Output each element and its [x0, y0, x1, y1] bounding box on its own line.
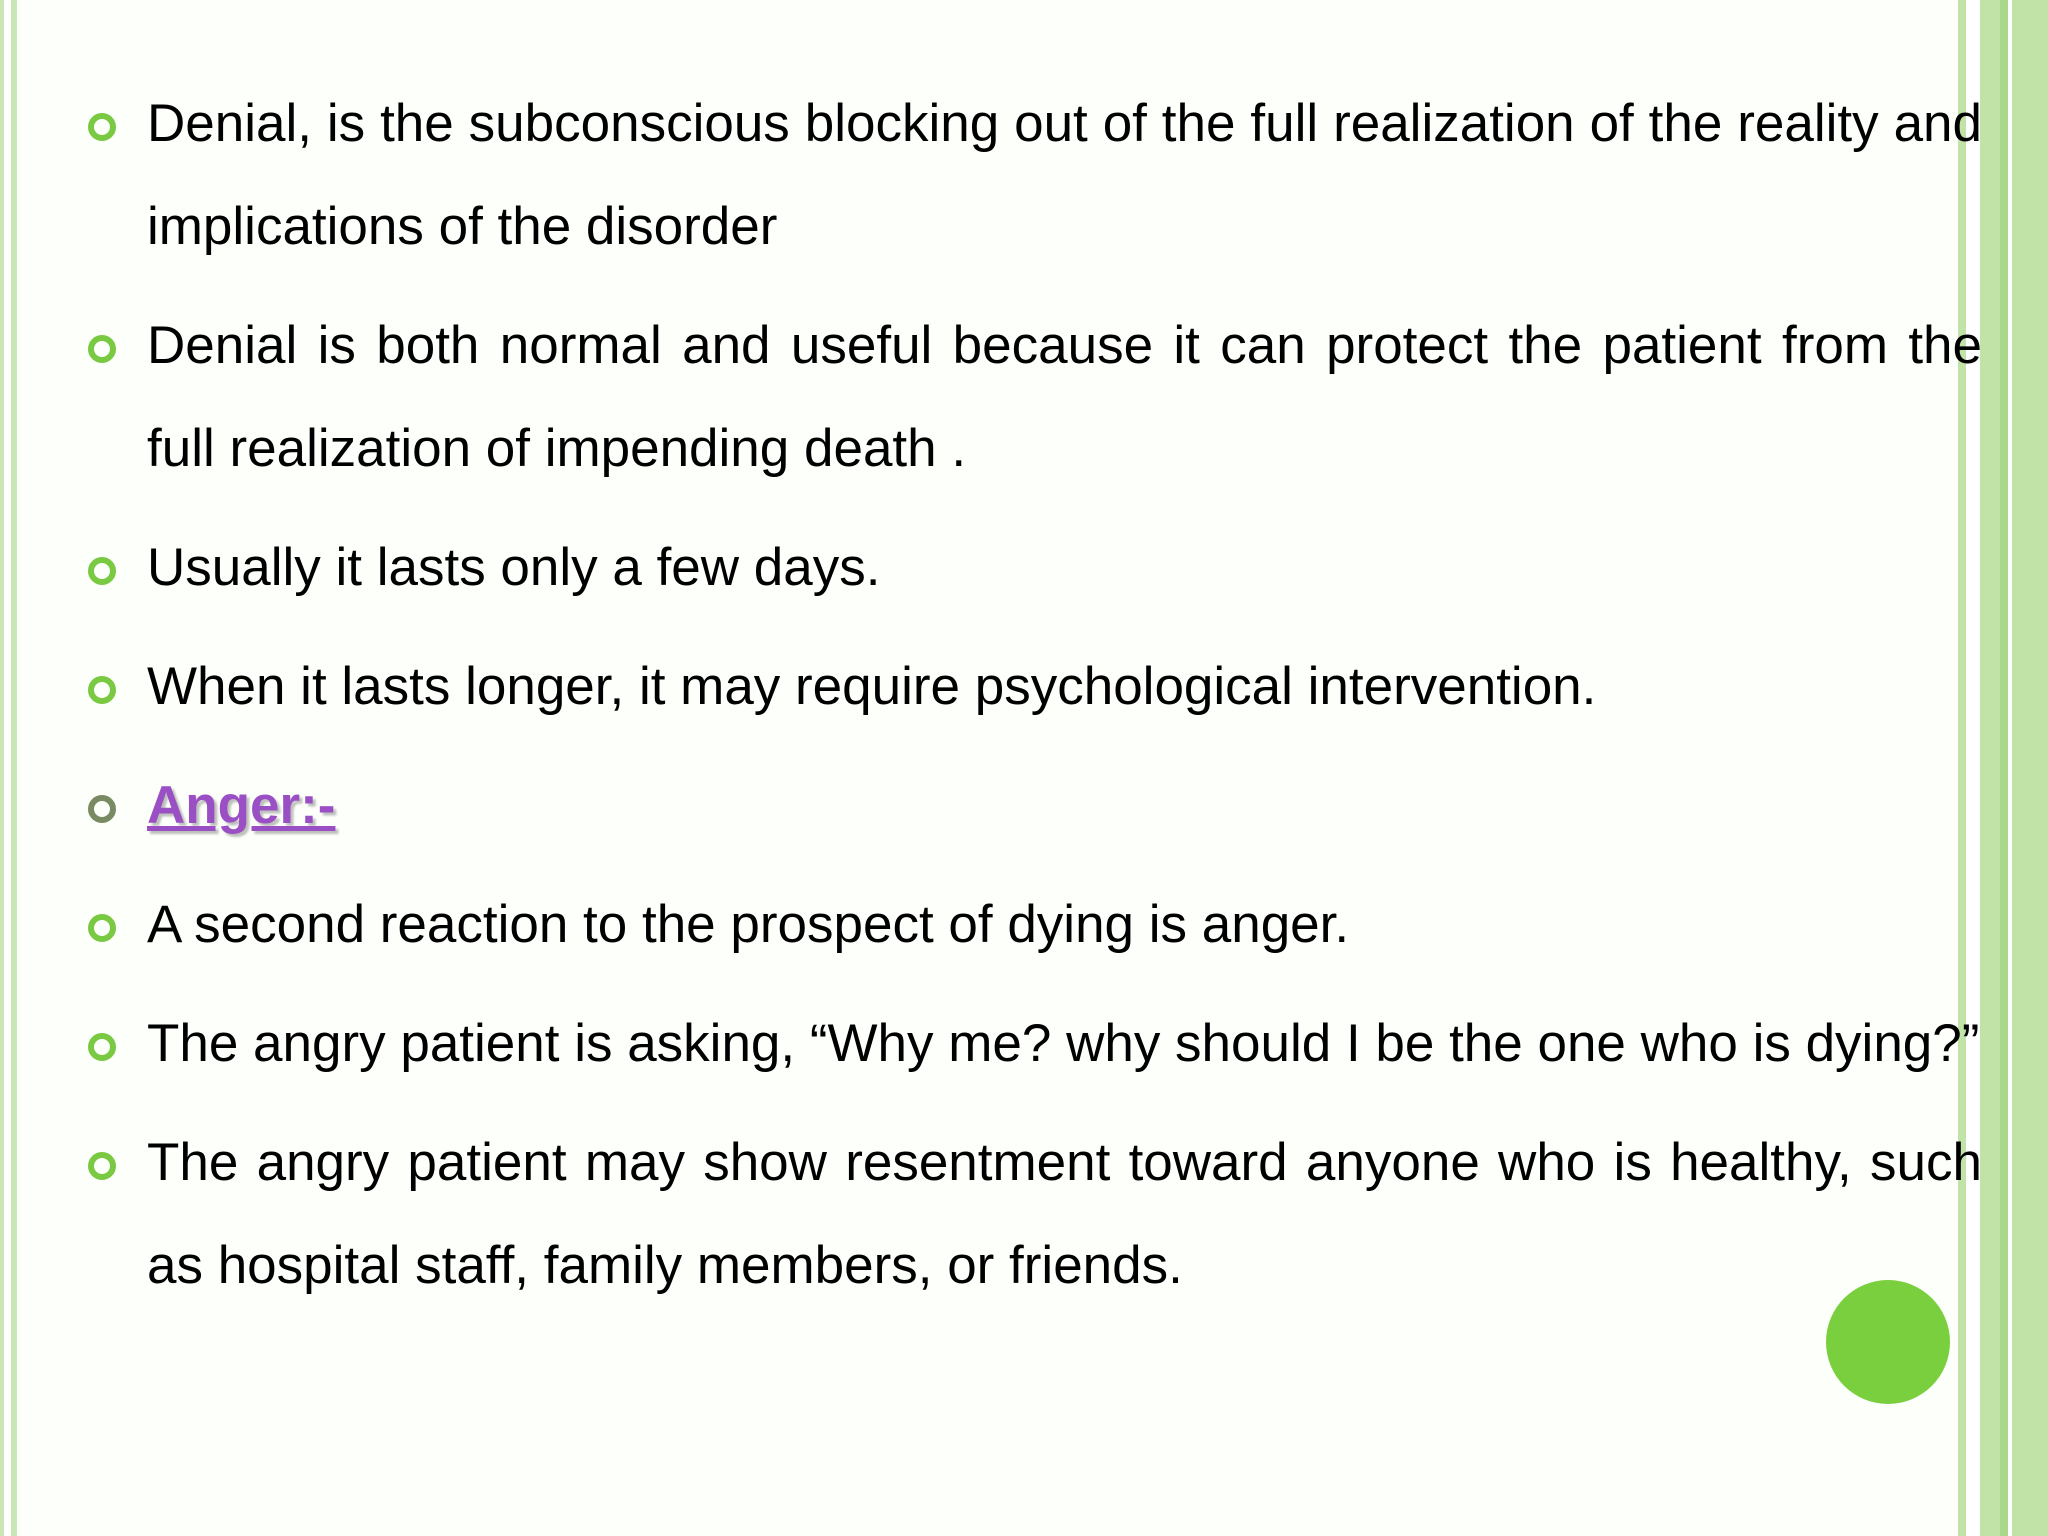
right-border-stripe	[2000, 0, 2008, 1536]
bullet-item	[86, 294, 1982, 500]
bullet-item	[86, 635, 1982, 738]
bullet-text: Denial is both normal and useful because it can protect the patient from the full realization of impending death .	[147, 316, 1982, 478]
bullet-text: When it lasts longer, it may require psychological intervention.	[147, 657, 1597, 716]
bullet-text: The angry patient is asking, “Why me? why should I be the one who is dying?”	[147, 1014, 1980, 1073]
ring-bullet-icon	[88, 676, 116, 704]
bullet-text: The angry patient may show resentment toward anyone who is healthy, such as hospital staff, family members, or friends.	[147, 1133, 1982, 1295]
bullet-item	[86, 1111, 1982, 1317]
bullet-list	[86, 72, 1982, 1333]
ring-bullet-icon	[88, 1152, 116, 1180]
bullet-item	[86, 72, 1982, 278]
bullet-text: Denial, is the subconscious blocking out of the full realization of the reality and implications of the disorder	[147, 94, 1982, 256]
bullet-item	[86, 873, 1982, 976]
bullet-item	[86, 516, 1982, 619]
section-heading	[86, 754, 1982, 857]
right-border-stripe	[1980, 0, 2000, 1536]
bullet-item	[86, 992, 1982, 1095]
heading-text: Anger:-	[147, 776, 336, 835]
left-border-line	[11, 0, 17, 1536]
left-border-line	[0, 0, 4, 1536]
ring-bullet-icon	[88, 335, 116, 363]
ring-bullet-icon	[88, 113, 116, 141]
decorative-circle	[1826, 1280, 1950, 1404]
bullet-text: Usually it lasts only a few days.	[147, 538, 881, 597]
ring-bullet-icon	[88, 557, 116, 585]
ring-bullet-icon	[88, 1033, 116, 1061]
ring-bullet-icon	[88, 795, 116, 823]
ring-bullet-icon	[88, 914, 116, 942]
right-border-stripe	[2012, 0, 2048, 1536]
bullet-text: A second reaction to the prospect of dying is anger.	[147, 895, 1350, 954]
